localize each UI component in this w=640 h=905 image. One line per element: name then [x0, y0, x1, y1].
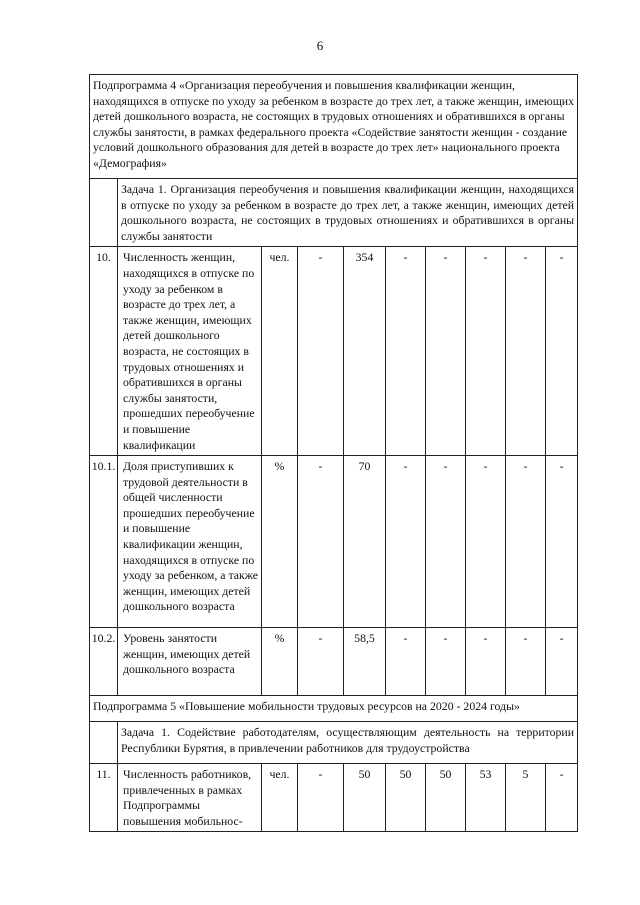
value-cell: - [298, 764, 344, 832]
value-cell: - [546, 247, 578, 456]
empty-cell [90, 179, 118, 247]
value-cell: - [546, 456, 578, 628]
value-cell: 50 [344, 764, 386, 832]
table-row [90, 247, 578, 456]
subprogram-title: Подпрограмма 4 «Организация переобучения и повышения квалификации женщин, находящихся в отпуске по уходу за ребенком в возрасте до трех лет, а также женщин, имеющих детей дошкольного возраста, не состоящих в трудовых отношениях и обратившихся в органы службы занятости, в рамках федерального проекта «Содействие занятости женщин - создание условий дошкольного образования для детей в возрасте до трех лет» национального проекта «Демография» [90, 75, 578, 179]
subprogram-title: Подпрограмма 5 «Повышение мобильности трудовых ресурсов на 2020 - 2024 годы» [90, 696, 578, 722]
indicators-table [89, 74, 578, 832]
value-cell: - [466, 628, 506, 696]
value-cell: - [298, 456, 344, 628]
task-row [90, 179, 578, 247]
value-cell: - [386, 628, 426, 696]
indicator-name: Уровень занятости женщин, имеющих детей дошкольного возраста [118, 628, 262, 696]
subprogram-row [90, 75, 578, 179]
value-cell: - [426, 628, 466, 696]
row-number: 10.2. [90, 628, 118, 696]
value-cell: - [386, 247, 426, 456]
value-cell: - [426, 247, 466, 456]
value-cell: - [546, 764, 578, 832]
page-number: 6 [316, 38, 324, 53]
row-number: 10.1. [90, 456, 118, 628]
value-cell: - [386, 456, 426, 628]
value-cell: 53 [466, 764, 506, 832]
value-cell: - [426, 456, 466, 628]
unit: % [262, 628, 298, 696]
value-cell: 70 [344, 456, 386, 628]
indicator-name: Доля приступивших к трудовой деятельности в общей численности прошедших переобучение и повышение квалификации женщин, находящихся в отпуске по уходу за ребенком, а также женщин, имеющих детей дошкольного возраста [118, 456, 262, 628]
task-title: Задача 1. Содействие работодателям, осуществляющим деятельность на территории Республики Бурятия, в привлечении работников для трудоустройства [118, 722, 578, 764]
value-cell: 354 [344, 247, 386, 456]
task-row [90, 722, 578, 764]
table-row [90, 456, 578, 628]
value-cell: - [466, 456, 506, 628]
subprogram-row [90, 696, 578, 722]
unit: чел. [262, 247, 298, 456]
value-cell: 58,5 [344, 628, 386, 696]
table-row [90, 628, 578, 696]
row-number: 11. [90, 764, 118, 832]
value-cell: - [298, 628, 344, 696]
value-cell: - [546, 628, 578, 696]
unit: % [262, 456, 298, 628]
value-cell: - [506, 247, 546, 456]
row-number: 10. [90, 247, 118, 456]
table-row [90, 764, 578, 832]
indicator-name: Численность женщин, находящихся в отпуске по уходу за ребенком в возрасте до трех лет, а также женщин, имеющих детей дошкольного возраста, не состоящих в трудовых отношениях и обратившихся в органы службы занятости, прошедших переобучение и повышение квалификации [118, 247, 262, 456]
value-cell: - [506, 628, 546, 696]
indicator-name: Численность работников, привлеченных в рамках Подпрограммы повышения мобильнос- [118, 764, 262, 832]
task-title: Задача 1. Организация переобучения и повышения квалификации женщин, находящихся в отпуске по уходу за ребенком в возрасте до трех лет, а также женщин, имеющих детей дошкольного возраста, не состоящих в трудовых отношениях и обратившихся в органы службы занятости [118, 179, 578, 247]
value-cell: - [298, 247, 344, 456]
value-cell: - [466, 247, 506, 456]
value-cell: 5 [506, 764, 546, 832]
value-cell: - [506, 456, 546, 628]
empty-cell [90, 722, 118, 764]
unit: чел. [262, 764, 298, 832]
value-cell: 50 [426, 764, 466, 832]
value-cell: 50 [386, 764, 426, 832]
